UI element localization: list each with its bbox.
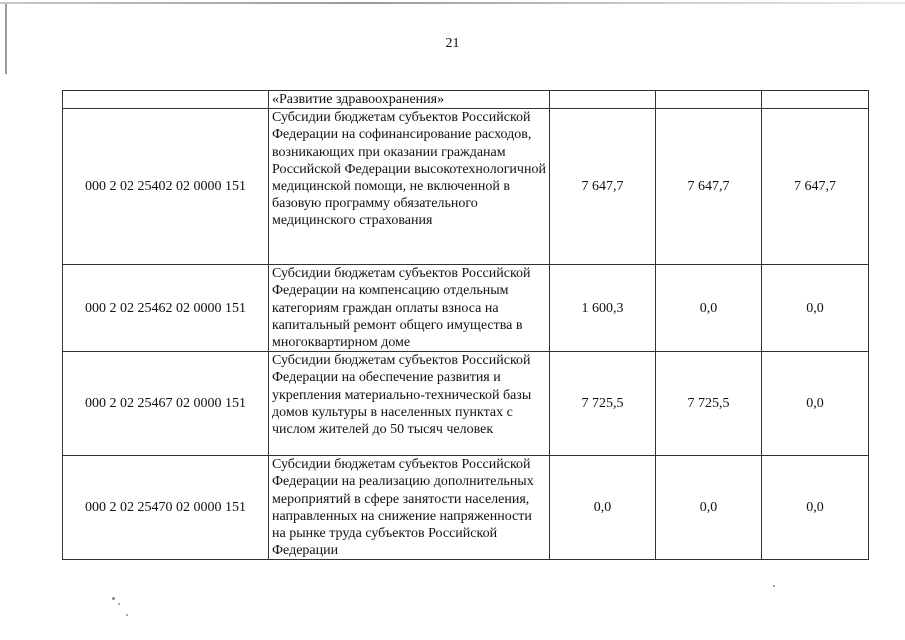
value-cell: 0,0: [656, 265, 762, 352]
description-cell: Субсидии бюджетам субъектов Российской Федерации на реализацию дополнительных мероприятий в сфере занятости населения, направленных на снижение напряженности на рынке труда субъектов Российской Федерации: [269, 456, 550, 560]
scan-speck: [118, 603, 120, 605]
table-row-continuation: [63, 91, 869, 109]
value-cell: 1 600,3: [550, 265, 656, 352]
value-cell: 0,0: [762, 456, 869, 560]
code-cell: 000 2 02 25462 02 0000 151: [63, 265, 269, 352]
scan-speck: [126, 614, 128, 616]
page-number: 21: [445, 36, 460, 51]
code-cell: 000 2 02 25470 02 0000 151: [63, 456, 269, 560]
value-cell: 7 647,7: [550, 109, 656, 265]
value-cell: [550, 91, 656, 109]
value-cell: 0,0: [656, 456, 762, 560]
scan-speck: [112, 597, 115, 600]
budget-table: [62, 90, 869, 560]
table-row: [63, 109, 869, 265]
table-row: [63, 456, 869, 560]
description-cell: Субсидии бюджетам субъектов Российской Федерации на софинансирование расходов, возникающих при оказании гражданам Российской Федерации высокотехнологичной медицинской помощи, не включенной в базовую программу обязательного медицинского страхования: [269, 109, 550, 265]
code-cell: 000 2 02 25402 02 0000 151: [63, 109, 269, 265]
scan-edge-top: [0, 2, 905, 4]
description-cell: Субсидии бюджетам субъектов Российской Федерации на обеспечение развития и укрепления материально-технической базы домов культуры в населенных пунктах с числом жителей до 50 тысяч человек: [269, 352, 550, 456]
value-cell: 0,0: [550, 456, 656, 560]
description-cell: «Развитие здравоохранения»: [269, 91, 550, 109]
value-cell: 7 647,7: [762, 109, 869, 265]
value-cell: 7 647,7: [656, 109, 762, 265]
table-row: [63, 352, 869, 456]
scan-speck: [773, 585, 775, 587]
value-cell: 7 725,5: [656, 352, 762, 456]
value-cell: [762, 91, 869, 109]
value-cell: [656, 91, 762, 109]
description-cell: Субсидии бюджетам субъектов Российской Федерации на компенсацию отдельным категориям граждан оплаты взноса на капитальный ремонт общего имущества в многоквартирном доме: [269, 265, 550, 352]
table-row: [63, 265, 869, 352]
value-cell: 0,0: [762, 265, 869, 352]
value-cell: 0,0: [762, 352, 869, 456]
code-cell: [63, 91, 269, 109]
code-cell: 000 2 02 25467 02 0000 151: [63, 352, 269, 456]
value-cell: 7 725,5: [550, 352, 656, 456]
